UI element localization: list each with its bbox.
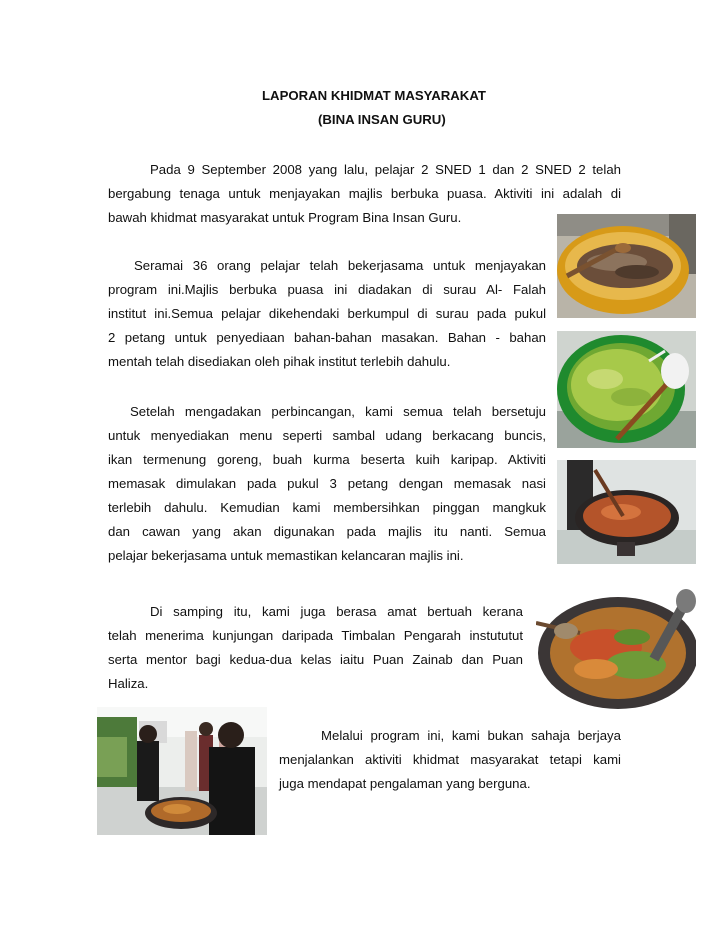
photo-cooking-group — [97, 707, 267, 835]
p3-line-2: untuk menyediakan menu seperti sambal udang berkacang buncis, — [108, 428, 546, 443]
p5-line-1: Melalui program ini, kami bukan sahaja berjaya — [321, 728, 621, 743]
p2-line-1: Seramai 36 orang pelajar telah bekerjasama untuk menjayakan — [134, 258, 546, 273]
p1-line-3: bawah khidmat masyarakat untuk Program Bina Insan Guru. — [108, 210, 462, 225]
photo-green-beans — [557, 331, 696, 448]
p2-line-5: mentah telah disediakan oleh pihak institut terlebih dahulu. — [108, 354, 451, 369]
p2-line-4: 2 petang untuk penyediaan bahan-bahan masakan. Bahan - bahan — [108, 330, 546, 345]
p3-line-3: ikan termenung goreng, buah kurma beserta kuih karipap. Aktiviti — [108, 452, 546, 467]
p3-line-4: memasak dimulakan pada pukul 3 petang dengan memasak nasi — [108, 476, 546, 491]
p4-line-4: Haliza. — [108, 676, 149, 691]
p2-line-2: program ini.Majlis berbuka puasa ini diadakan di surau Al- Falah — [108, 282, 546, 297]
photo-wok-stir-fry — [536, 587, 696, 710]
paragraph-4 — [108, 600, 523, 696]
paragraph-1 — [108, 158, 621, 230]
p5-line-2: menjalankan aktiviti khidmat masyarakat tetapi kami — [279, 752, 621, 767]
p4-line-1: Di samping itu, kami juga berasa amat bertuah kerana — [150, 604, 523, 619]
p1-line-1: Pada 9 September 2008 yang lalu, pelajar 2 SNED 1 dan 2 SNED 2 telah — [150, 162, 621, 177]
p4-line-3: serta mentor bagi kedua-dua kelas iaitu Puan Zainab dan Puan — [108, 652, 523, 667]
p2-line-3: institut ini.Semua pelajar dikehendaki berkumpul di surau pada pukul — [108, 306, 546, 321]
p4-line-2: telah menerima kunjungan daripada Timbalan Pengarah instututut — [108, 628, 523, 643]
paragraph-2 — [108, 254, 546, 374]
p3-line-7: pelajar bekerjasama untuk memastikan kelancaran majlis ini. — [108, 548, 464, 563]
p3-line-1: Setelah mengadakan perbincangan, kami semua telah bersetuju — [130, 404, 546, 419]
report-title: LAPORAN KHIDMAT MASYARAKAT — [262, 88, 486, 103]
p3-line-6: dan cawan yang akan digunakan pada majlis itu nanti. Semua — [108, 524, 546, 539]
p3-line-5: terlebih dahulu. Kemudian kami membersihkan pinggan mangkuk — [108, 500, 546, 515]
report-subtitle: (BINA INSAN GURU) — [318, 112, 446, 127]
p5-line-3: juga mendapat pengalaman yang berguna. — [279, 776, 531, 791]
photo-fish-basket — [557, 214, 696, 318]
p1-line-2: bergabung tenaga untuk menjayakan majlis berbuka puasa. Aktiviti ini adalah di — [108, 186, 621, 201]
paragraph-5 — [279, 724, 621, 796]
photo-sauce-pan — [557, 460, 696, 564]
paragraph-3 — [108, 400, 546, 568]
